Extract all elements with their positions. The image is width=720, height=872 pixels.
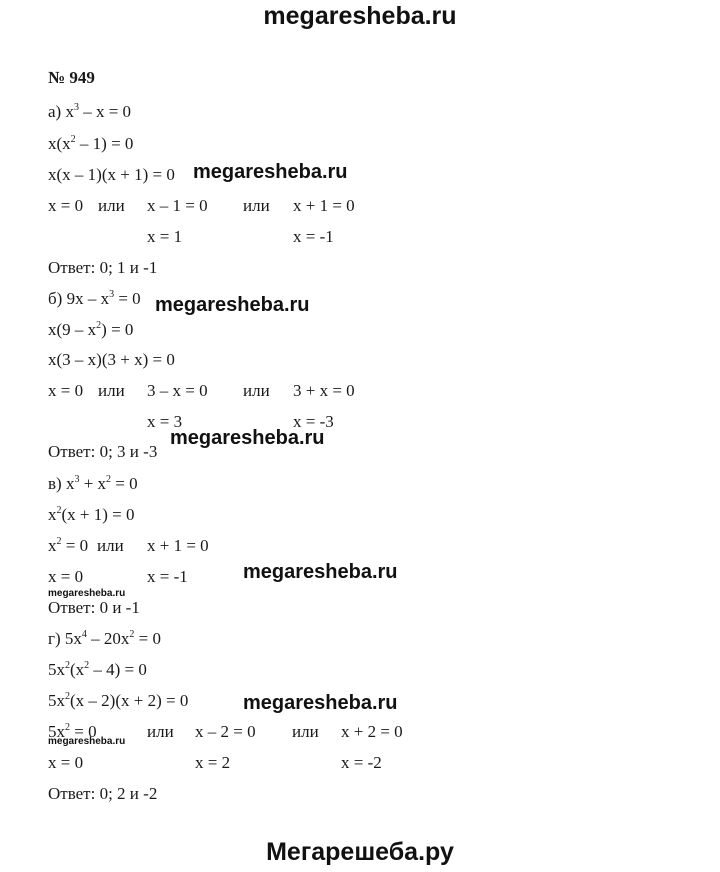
watermark-small: megaresheba.ru bbox=[48, 736, 126, 747]
part-v-equation: в) $x^3 + x^2 = 0$ bbox=[48, 474, 138, 493]
part-v-solution-2: x = -1 bbox=[147, 567, 188, 586]
site-header: megaresheba.ru bbox=[263, 2, 457, 30]
part-g-or-1: или bbox=[147, 722, 174, 741]
part-v-or-1: или bbox=[97, 536, 124, 555]
part-g-or-2: или bbox=[292, 722, 319, 741]
part-v-case-1: $x^2 = 0$ bbox=[48, 536, 89, 555]
problem-number: № 949 bbox=[48, 68, 95, 87]
site-footer: Мегарешеба.ру bbox=[266, 838, 454, 866]
part-b-solution-3: x = -3 bbox=[293, 412, 334, 431]
watermark: megaresheba.ru bbox=[155, 294, 310, 316]
part-a-case-2: x – 1 = 0 bbox=[147, 196, 208, 215]
watermark-small: megaresheba.ru bbox=[48, 588, 126, 599]
part-b-case-3: 3 + x = 0 bbox=[293, 381, 355, 400]
part-a-solution-3: x = -1 bbox=[293, 227, 334, 246]
part-b-case-2: 3 – x = 0 bbox=[147, 381, 208, 400]
part-a-or-2: или bbox=[243, 196, 270, 215]
part-b-equation: б) $9x - x^3 = 0$ bbox=[48, 289, 141, 308]
part-a-factor-1: $x(x^2 - 1) = 0$ bbox=[48, 134, 134, 153]
part-b-root-1: x = 0 bbox=[48, 381, 84, 400]
part-b-factor-2: x(3 – x)(3 + x) = 0 bbox=[48, 350, 175, 369]
part-b-or-1: или bbox=[98, 381, 125, 400]
part-g-answer: Ответ: 0; 2 и -2 bbox=[48, 784, 158, 803]
part-a-answer: Ответ: 0; 1 и -1 bbox=[48, 258, 158, 277]
part-g-solution-2: x = 2 bbox=[195, 753, 231, 772]
part-b-solution-2: x = 3 bbox=[147, 412, 183, 431]
part-b-or-2: или bbox=[243, 381, 270, 400]
part-a-or-1: или bbox=[98, 196, 125, 215]
watermark: megaresheba.ru bbox=[193, 161, 348, 183]
part-v-case-2: x + 1 = 0 bbox=[147, 536, 209, 555]
watermark: megaresheba.ru bbox=[170, 427, 325, 449]
watermark: megaresheba.ru bbox=[243, 561, 398, 583]
part-a-factor-2: x(x – 1)(x + 1) = 0 bbox=[48, 165, 175, 184]
part-a-root-1: x = 0 bbox=[48, 196, 84, 215]
part-g-solution-1: x = 0 bbox=[48, 753, 84, 772]
part-b-answer: Ответ: 0; 3 и -3 bbox=[48, 442, 158, 461]
part-g-case-2: x – 2 = 0 bbox=[195, 722, 256, 741]
part-a-equation: а) $x^3 - x = 0$ bbox=[48, 102, 132, 121]
part-g-solution-3: x = -2 bbox=[341, 753, 382, 772]
part-a-solution-2: x = 1 bbox=[147, 227, 183, 246]
part-g-case-1: $5x^2 = 0$ bbox=[48, 722, 97, 741]
part-v-answer: Ответ: 0 и -1 bbox=[48, 598, 140, 617]
watermark: megaresheba.ru bbox=[243, 692, 398, 714]
part-g-case-3: x + 2 = 0 bbox=[341, 722, 403, 741]
part-v-factor-1: $x^2(x + 1) = 0$ bbox=[48, 505, 135, 524]
part-g-equation: г) $5x^4 - 20x^2 = 0$ bbox=[48, 629, 161, 648]
part-v-solution-1: x = 0 bbox=[48, 567, 84, 586]
part-g-factor-1: $5x^2(x^2 - 4) = 0$ bbox=[48, 660, 147, 679]
part-b-factor-1: $x(9 - x^2) = 0$ bbox=[48, 320, 134, 339]
part-a-case-3: x + 1 = 0 bbox=[293, 196, 355, 215]
part-g-factor-2: $5x^2(x - 2)(x + 2) = 0$ bbox=[48, 691, 189, 710]
